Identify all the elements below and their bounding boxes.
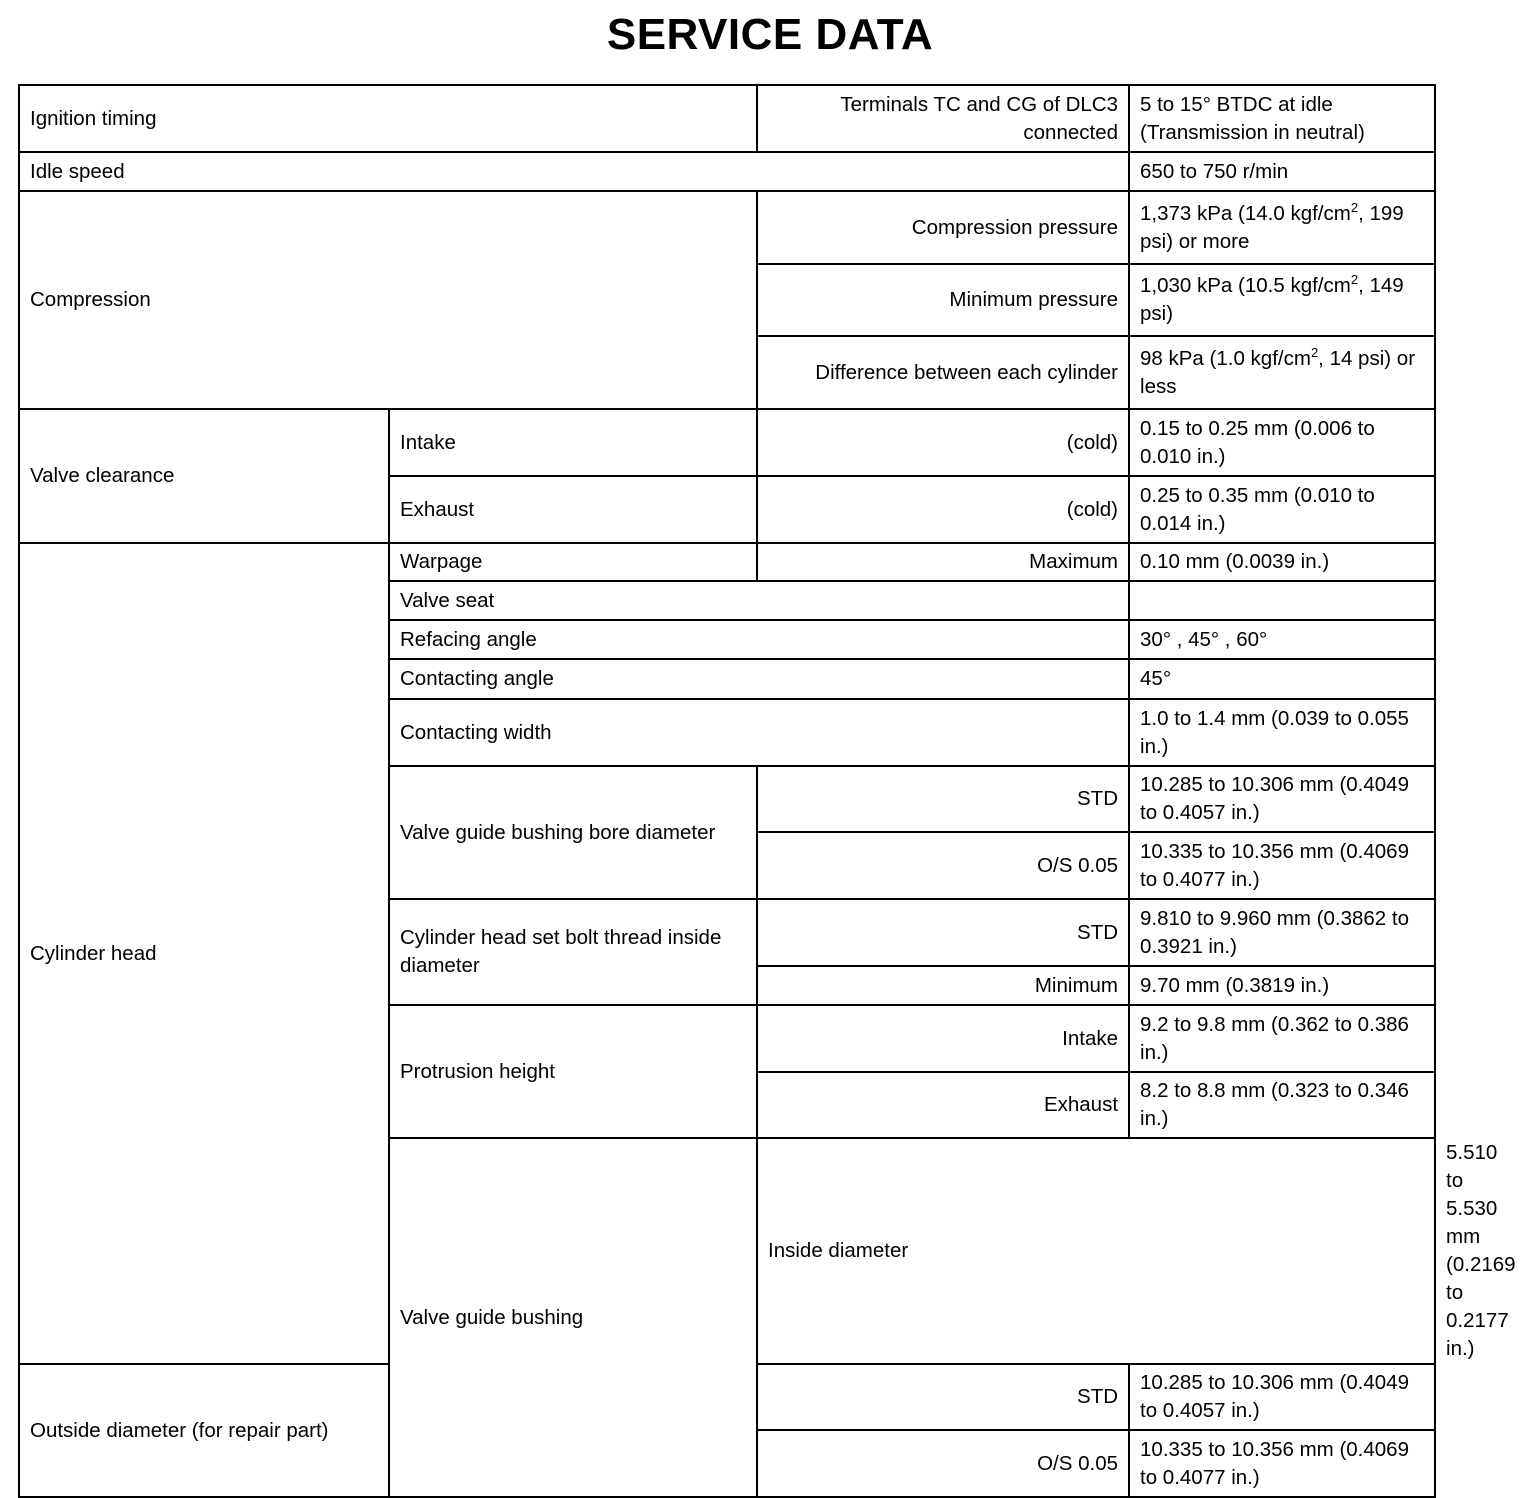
- protrusion-exhaust-label: Exhaust: [757, 1072, 1129, 1138]
- guide-bore-os-label: O/S 0.05: [757, 832, 1129, 899]
- protrusion-exhaust-value: 8.2 to 8.8 mm (0.323 to 0.346 in.): [1129, 1072, 1435, 1138]
- valve-seat-value: [1129, 581, 1435, 620]
- table-row: [19, 543, 1435, 581]
- refacing-angle-value: 30° , 45° , 60°: [1129, 620, 1435, 659]
- valve-guide-bushing-label: Valve guide bushing: [389, 1138, 757, 1497]
- protrusion-intake-value: 9.2 to 9.8 mm (0.362 to 0.386 in.): [1129, 1005, 1435, 1072]
- table-row: [19, 409, 1435, 476]
- warpage-condition: Maximum: [757, 543, 1129, 581]
- valve-clearance-intake-condition: (cold): [757, 409, 1129, 476]
- valve-clearance-exhaust-condition: (cold): [757, 476, 1129, 543]
- cylinder-difference-label: Difference between each cylinder: [757, 336, 1129, 409]
- bolt-thread-min-value: 9.70 mm (0.3819 in.): [1129, 966, 1435, 1005]
- valve-clearance-exhaust-value: 0.25 to 0.35 mm (0.010 to 0.014 in.): [1129, 476, 1435, 543]
- bushing-outside-os-value: 10.335 to 10.356 mm (0.4069 to 0.4077 in.): [1129, 1430, 1435, 1497]
- guide-bore-os-value: 10.335 to 10.356 mm (0.4069 to 0.4077 in.): [1129, 832, 1435, 899]
- valve-clearance-intake-label: Intake: [389, 409, 757, 476]
- guide-bore-std-label: STD: [757, 766, 1129, 832]
- bolt-thread-label: Cylinder head set bolt thread inside diameter: [389, 899, 757, 1005]
- contacting-width-label: Contacting width: [389, 699, 1129, 766]
- refacing-angle-label: Refacing angle: [389, 620, 1129, 659]
- guide-bore-label: Valve guide bushing bore diameter: [389, 766, 757, 899]
- ignition-timing-value: 5 to 15° BTDC at idle (Transmission in neutral): [1129, 85, 1435, 152]
- bolt-thread-std-value: 9.810 to 9.960 mm (0.3862 to 0.3921 in.): [1129, 899, 1435, 966]
- compression-pressure-label: Compression pressure: [757, 191, 1129, 264]
- cylinder-head-label: Cylinder head: [19, 543, 389, 1364]
- table-row: Valve guide bushing Inside diameter 5.510 to 5.530 mm (0.2169 to 0.2177 in.): [19, 1138, 1435, 1364]
- bushing-outside-os-label: O/S 0.05: [757, 1430, 1129, 1497]
- compression-label: Compression: [19, 191, 757, 409]
- contacting-angle-label: Contacting angle: [389, 659, 1129, 699]
- valve-clearance-exhaust-label: Exhaust: [389, 476, 757, 543]
- protrusion-intake-label: Intake: [757, 1005, 1129, 1072]
- ignition-timing-label: Ignition timing: [19, 85, 757, 152]
- ignition-timing-condition: Terminals TC and CG of DLC3 connected: [757, 85, 1129, 152]
- minimum-pressure-value: 1,030 kPa (10.5 kgf/$cm^2$, 149 psi): [1129, 264, 1435, 336]
- bushing-inside-label: Inside diameter: [757, 1138, 1435, 1364]
- protrusion-height-label: Protrusion height: [389, 1005, 757, 1138]
- valve-clearance-label: Valve clearance: [19, 409, 389, 543]
- bushing-outside-std-label: STD: [757, 1364, 1129, 1430]
- bolt-thread-min-label: Minimum: [757, 966, 1129, 1005]
- idle-speed-label: Idle speed: [19, 152, 1129, 191]
- table-row: [19, 191, 1435, 264]
- minimum-pressure-label: Minimum pressure: [757, 264, 1129, 336]
- contacting-width-value: 1.0 to 1.4 mm (0.039 to 0.055 in.): [1129, 699, 1435, 766]
- page-title: SERVICE DATA: [606, 10, 934, 59]
- bolt-thread-std-label: STD: [757, 899, 1129, 966]
- compression-pressure-value: 1,373 kPa (14.0 kgf/$cm^2$, 199 psi) or more: [1129, 191, 1435, 264]
- table-row: [19, 152, 1435, 191]
- contacting-angle-value: 45°: [1129, 659, 1435, 699]
- table-row: [19, 85, 1435, 152]
- warpage-value: 0.10 mm (0.0039 in.): [1129, 543, 1435, 581]
- service-data-table: [18, 84, 1516, 1498]
- valve-clearance-intake-value: 0.15 to 0.25 mm (0.006 to 0.010 in.): [1129, 409, 1435, 476]
- valve-seat-label: Valve seat: [389, 581, 1129, 620]
- bushing-outside-label: Outside diameter (for repair part): [19, 1364, 389, 1497]
- cylinder-difference-value: 98 kPa (1.0 kgf/$cm^2$, 14 psi) or less: [1129, 336, 1435, 409]
- bushing-outside-std-value: 10.285 to 10.306 mm (0.4049 to 0.4057 in.): [1129, 1364, 1435, 1430]
- warpage-label: Warpage: [389, 543, 757, 581]
- idle-speed-value: 650 to 750 r/min: [1129, 152, 1435, 191]
- guide-bore-std-value: 10.285 to 10.306 mm (0.4049 to 0.4057 in.): [1129, 766, 1435, 832]
